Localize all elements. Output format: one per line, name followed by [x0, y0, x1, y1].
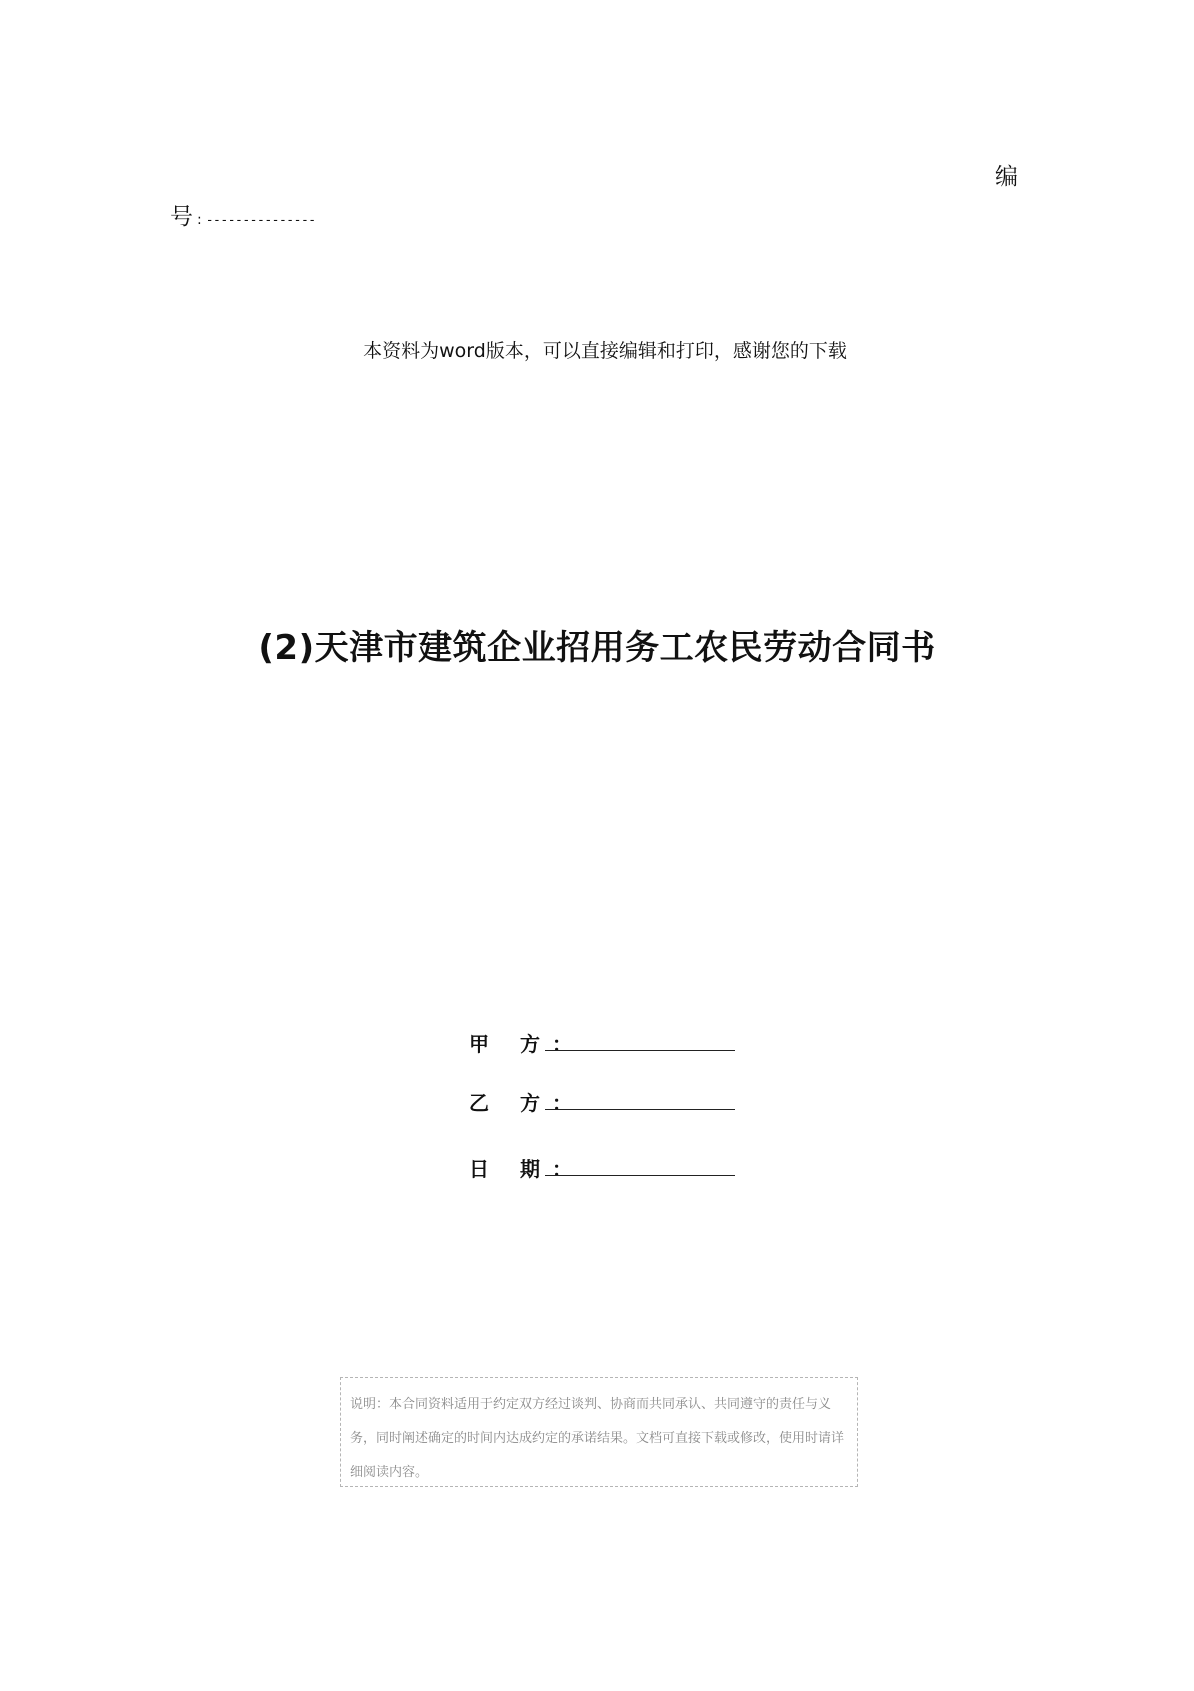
serial-number-label-part2: 号 [170, 204, 193, 230]
party-a-row [469, 1028, 735, 1057]
date-label: 日 期： [469, 1157, 584, 1181]
party-b-label: 乙 方： [469, 1091, 584, 1115]
description-note-box [340, 1377, 858, 1487]
download-notice: 本资料为word版本，可以直接编辑和打印，感谢您的下载 [363, 340, 847, 362]
description-note-text: 说明：本合同资料适用于约定双方经过谈判、协商而共同承认、共同遵守的责任与义务，同时阐述确定的时间内达成约定的承诺结果。文档可直接下载或修改，使用时请详细阅读内容。 [350, 1397, 845, 1480]
date-blank-line [545, 1157, 735, 1176]
party-b-blank-line [545, 1091, 735, 1110]
serial-number-blank: --------------- [205, 213, 316, 228]
serial-number-line [170, 198, 316, 231]
party-a-blank-line [545, 1032, 735, 1051]
serial-number-label-part1: 编 [995, 164, 1018, 190]
document-title: (2)天津市建筑企业招用务工农民劳动合同书 [258, 628, 936, 668]
date-row [469, 1153, 735, 1182]
party-b-row [469, 1087, 735, 1116]
party-a-label: 甲 方： [469, 1032, 584, 1056]
serial-number-colon: : [197, 212, 202, 228]
